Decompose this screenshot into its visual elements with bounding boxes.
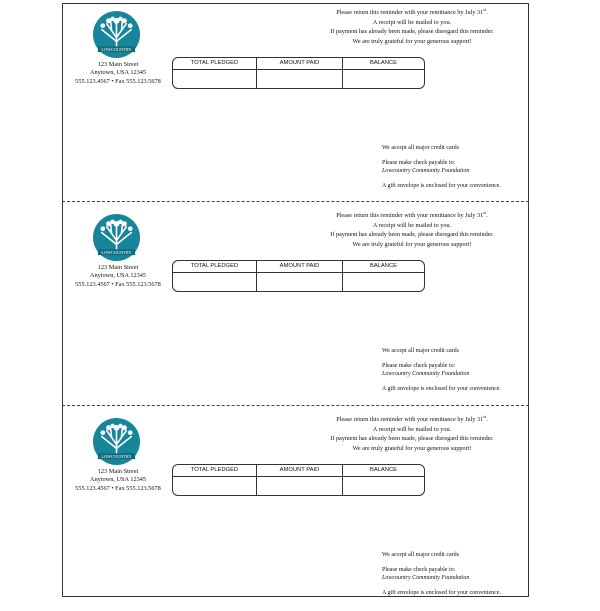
reminder-stub [62, 410, 529, 611]
envelope-note: A gift envelope is enclosed for your convenience. [382, 386, 501, 393]
payment-info [382, 348, 532, 402]
receipt-line: A receipt will be mailed to you. [372, 425, 452, 433]
payment-info [382, 145, 532, 199]
phone-fax: 555.123.4567 • Fax 555.123.5678 [75, 280, 161, 288]
phone-fax: 555.123.4567 • Fax 555.123.5678 [75, 484, 161, 492]
check-payable-note: Please make check payable to: Lowcountry Community Foundation [382, 567, 470, 581]
payee-name: Lowcountry Community Foundation [382, 370, 470, 377]
pledge-table [172, 57, 425, 89]
disregard-line: If payment has already been made, please disregard this reminder. [330, 231, 494, 239]
city-state-zip: Anytown, USA 12345 [89, 476, 147, 484]
envelope-note: A gift envelope is enclosed for your convenience. [382, 590, 501, 597]
total-pledged-cell [173, 477, 257, 496]
total-pledged-cell [173, 273, 257, 292]
city-state-zip: Anytown, USA 12345 [89, 272, 147, 280]
reminder-message [317, 211, 507, 249]
credit-cards-note: We accept all major credit cards [382, 348, 459, 354]
pledge-table-row [173, 477, 424, 496]
balance-cell [343, 70, 424, 89]
svg-text:LOWCOUNTRY: LOWCOUNTRY [101, 46, 132, 52]
total-pledged-header: TOTAL PLEDGED [173, 58, 257, 69]
amount-paid-cell [257, 273, 343, 292]
reminder-stub [62, 206, 529, 407]
street-address: 123 Main Street [97, 468, 139, 475]
amount-paid-header: AMOUNT PAID [257, 58, 343, 69]
receipt-line: A receipt will be mailed to you. [372, 221, 452, 229]
pledge-table [172, 464, 425, 496]
total-pledged-cell [173, 70, 257, 89]
balance-header: BALANCE [369, 467, 398, 473]
balance-cell [343, 273, 424, 292]
foundation-logo [92, 417, 141, 466]
balance-header: BALANCE [369, 60, 398, 66]
address-block [62, 468, 174, 493]
envelope-note: A gift envelope is enclosed for your convenience. [382, 183, 501, 190]
return-by-line: Please return this reminder with your remittance by July 31st. [336, 209, 488, 219]
return-by-line: Please return this reminder with your remittance by July 31st. [336, 6, 488, 16]
credit-cards-note: We accept all major credit cards [382, 145, 459, 151]
amount-paid-header: AMOUNT PAID [257, 465, 343, 476]
street-address: 123 Main Street [97, 264, 139, 271]
check-payable-note: Please make check payable to: Lowcountry Community Foundation [382, 160, 470, 174]
pledge-table-row [173, 273, 424, 292]
foundation-logo [92, 10, 141, 59]
total-pledged-header: TOTAL PLEDGED [173, 261, 257, 272]
receipt-line: A receipt will be mailed to you. [372, 18, 452, 26]
gratitude-line: We are truly grateful for your generous support! [352, 37, 472, 45]
pledge-table-row [173, 70, 424, 89]
check-payable-note: Please make check payable to: Lowcountry Community Foundation [382, 363, 470, 377]
reminder-message [317, 415, 507, 453]
amount-paid-header: AMOUNT PAID [257, 261, 343, 272]
pledge-table-header [173, 261, 424, 273]
credit-cards-note: We accept all major credit cards [382, 552, 459, 558]
address-block [62, 61, 174, 86]
disregard-line: If payment has already been made, please disregard this reminder. [330, 28, 494, 36]
city-state-zip: Anytown, USA 12345 [89, 69, 147, 77]
balance-cell [343, 477, 424, 496]
svg-text:LOWCOUNTRY: LOWCOUNTRY [101, 249, 132, 255]
pledge-table-header [173, 465, 424, 477]
pledge-table [172, 260, 425, 292]
gratitude-line: We are truly grateful for your generous support! [352, 444, 472, 452]
phone-fax: 555.123.4567 • Fax 555.123.5678 [75, 77, 161, 85]
amount-paid-cell [257, 70, 343, 89]
svg-text:LOWCOUNTRY: LOWCOUNTRY [101, 453, 132, 459]
foundation-logo [92, 213, 141, 262]
balance-header: BALANCE [369, 263, 398, 269]
street-address: 123 Main Street [97, 61, 139, 68]
payment-info [382, 552, 532, 606]
address-block [62, 264, 174, 289]
payee-name: Lowcountry Community Foundation [382, 167, 470, 174]
gratitude-line: We are truly grateful for your generous support! [352, 240, 472, 248]
pledge-table-header [173, 58, 424, 70]
amount-paid-cell [257, 477, 343, 496]
reminder-stub [62, 3, 529, 204]
total-pledged-header: TOTAL PLEDGED [173, 465, 257, 476]
payee-name: Lowcountry Community Foundation [382, 574, 470, 581]
return-by-line: Please return this reminder with your remittance by July 31st. [336, 413, 488, 423]
disregard-line: If payment has already been made, please disregard this reminder. [330, 435, 494, 443]
reminder-message [317, 8, 507, 46]
